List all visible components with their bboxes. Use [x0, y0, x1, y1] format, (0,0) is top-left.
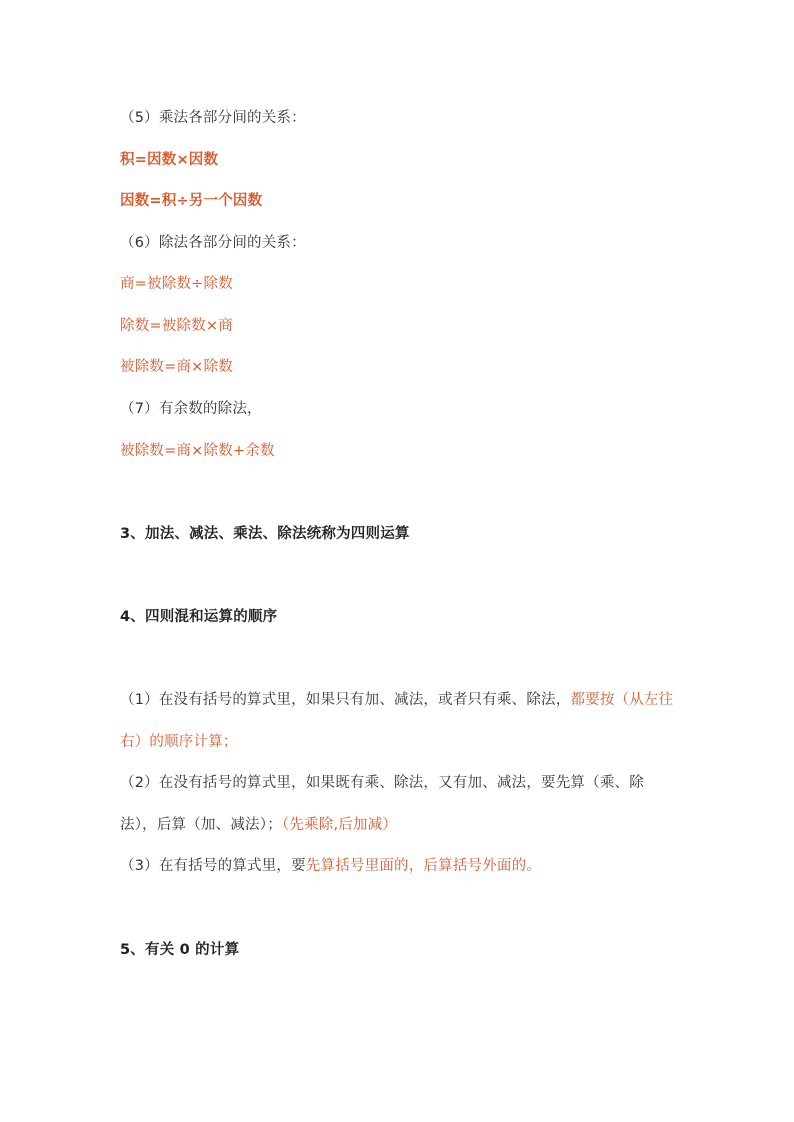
- rule-2-line-1: （2）在没有括号的算式里，如果既有乘、除法，又有加、减法，要先算（乘、除: [120, 775, 644, 791]
- section-4-heading: 4、四则混和运算的顺序: [120, 609, 278, 625]
- rule-1-continuation: 右）的顺序计算；: [120, 734, 238, 750]
- mult-relation-title: （5）乘法各部分间的关系：: [120, 110, 306, 126]
- rule-3-line: [120, 856, 541, 876]
- rule-3-highlight: 先算括号里面的，后算括号外面的。: [305, 858, 542, 874]
- div-relation-title: （6）除法各部分间的关系：: [120, 235, 306, 251]
- quotient-formula: 商=被除数÷除数: [120, 276, 233, 292]
- divisor-formula: 除数=被除数×商: [120, 318, 233, 334]
- rule-2-line-2: [120, 815, 397, 835]
- rule-2-text: 法），后算（加、减法）；: [120, 817, 282, 833]
- rule-1-text: （1）在没有括号的算式里，如果只有加、减法，或者只有乘、除法，: [120, 692, 571, 708]
- dividend-formula: 被除数=商×除数: [120, 359, 233, 375]
- rule-3-text: （3）在有括号的算式里，要: [120, 858, 306, 874]
- remainder-formula: 被除数=商×除数+余数: [120, 443, 275, 459]
- section-5-heading: 5、有关 0 的计算: [120, 942, 240, 958]
- factor-formula: 因数=积÷另一个因数: [120, 193, 263, 209]
- product-formula: 积=因数×因数: [120, 152, 219, 168]
- rule-1-line: [120, 690, 673, 710]
- rule-1-highlight: 都要按（从左往: [570, 692, 674, 708]
- remainder-division-title: （7）有余数的除法，: [120, 401, 262, 417]
- rule-2-highlight: （先乘除,后加减）: [281, 817, 398, 833]
- section-3-heading: 3、加法、减法、乘法、除法统称为四则运算: [120, 526, 410, 542]
